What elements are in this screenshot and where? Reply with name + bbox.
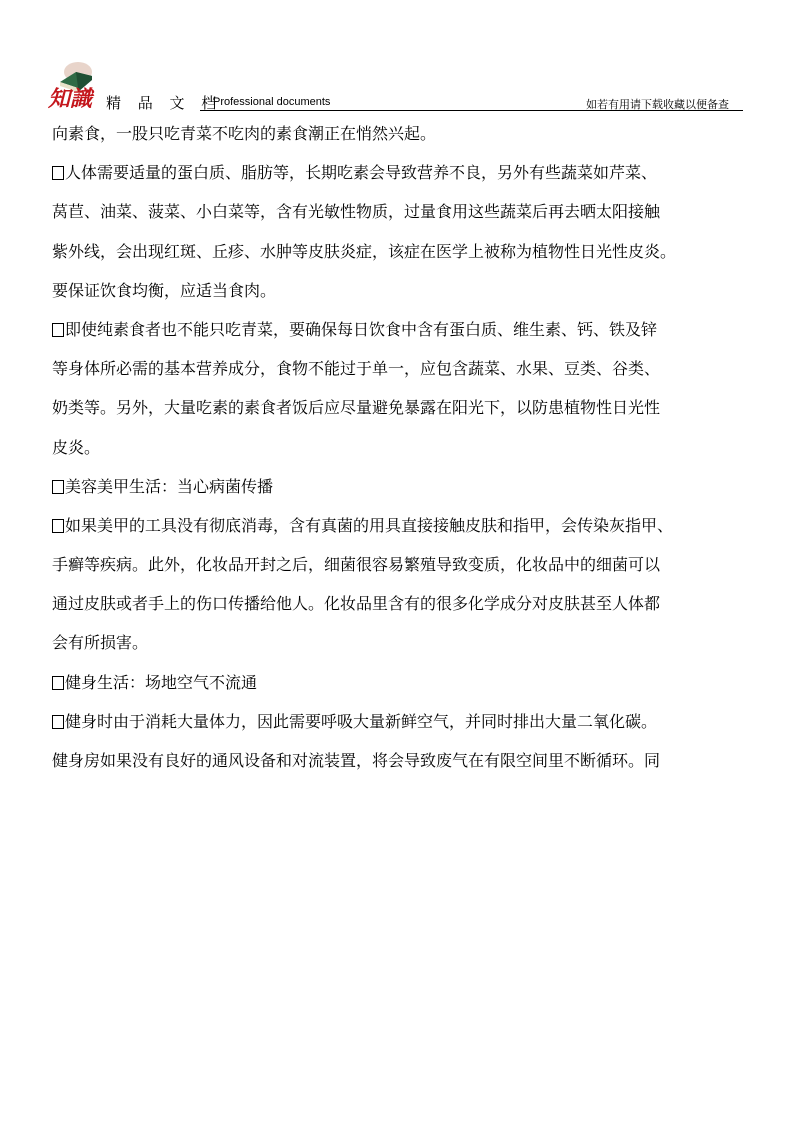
line-text: 向素食，一股只吃青菜不吃肉的素食潮正在悄然兴起。 [52,124,437,143]
body-line [52,553,782,592]
bullet-box-icon [52,166,64,180]
body-line [52,279,782,318]
line-text: 皮炎。 [52,437,101,457]
document-body [52,122,782,788]
bullet-box-icon [52,323,64,337]
body-line [52,671,782,710]
line-text: 通过皮肤或者手上的伤口传播给他人。化妆品里含有的很多化学成分对皮肤甚至人体都 [52,594,661,614]
body-line [52,396,782,435]
line-text: 即使纯素食者也不能只吃青菜，要确保每日饮食中含有蛋白质、维生素、钙、铁及锌 [65,319,658,339]
book-logo-icon [46,52,106,110]
page-header [0,0,794,115]
line-text: 人体需要适量的蛋白质、脂肪等，长期吃素会导致营养不良，另外有些蔬菜如芹菜、 [65,163,658,183]
line-text: 会有所损害。 [52,633,149,653]
line-text: 奶类等。另外，大量吃素的素食者饭后应尽量避免暴露在阳光下，以防患植物性日光性 [52,398,661,418]
header-divider [200,110,743,111]
line-text: 要保证饮食均衡，应适当食肉。 [52,280,277,300]
body-line [52,161,782,200]
line-text: 健身时由于消耗大量体力，因此需要呼吸大量新鲜空气，并同时排出大量二氧化碳。 [65,711,658,731]
body-line [52,357,782,396]
body-line [52,514,782,553]
body-line [52,122,782,161]
bullet-box-icon [52,676,64,690]
section-heading: 健身生活：场地空气不流通 [65,672,258,692]
bullet-box-icon [52,480,64,494]
line-text: 手癣等疾病。此外，化妆品开封之后，细菌很容易繁殖导致变质，化妆品中的细菌可以 [52,555,661,575]
line-text: 等身体所必需的基本营养成分，食物不能过于单一，应包含蔬菜、水果、豆类、谷类、 [52,359,661,379]
line-text: 莴苣、油菜、菠菜、小白菜等，含有光敏性物质，过量食用这些蔬菜后再去晒太阳接触 [52,202,661,222]
bullet-box-icon [52,519,64,533]
body-line [52,710,782,749]
body-line [52,318,782,357]
line-text: 如果美甲的工具没有彻底消毒，含有真菌的用具直接接触皮肤和指甲，会传染灰指甲、 [65,515,674,535]
body-line [52,240,782,279]
svg-text:知識: 知識 [48,86,93,110]
line-text: 健身房如果没有良好的通风设备和对流装置，将会导致废气在有限空间里不断循环。同 [52,751,661,770]
bullet-box-icon [52,715,64,729]
brand-title: 精 品 文 档 [106,94,223,112]
body-line [52,749,782,788]
section-heading: 美容美甲生活：当心病菌传播 [65,476,274,496]
header-note: 如若有用请下载收藏以便备查 [586,98,729,111]
body-line [52,200,782,239]
line-text: 紫外线，会出现红斑、丘疹、水肿等皮肤炎症，该症在医学上被称为植物性日光性皮炎。 [52,241,677,261]
body-line [52,592,782,631]
body-line [52,631,782,670]
body-line [52,475,782,514]
body-line [52,436,782,475]
brand-subtitle: Professional documents [213,96,331,108]
